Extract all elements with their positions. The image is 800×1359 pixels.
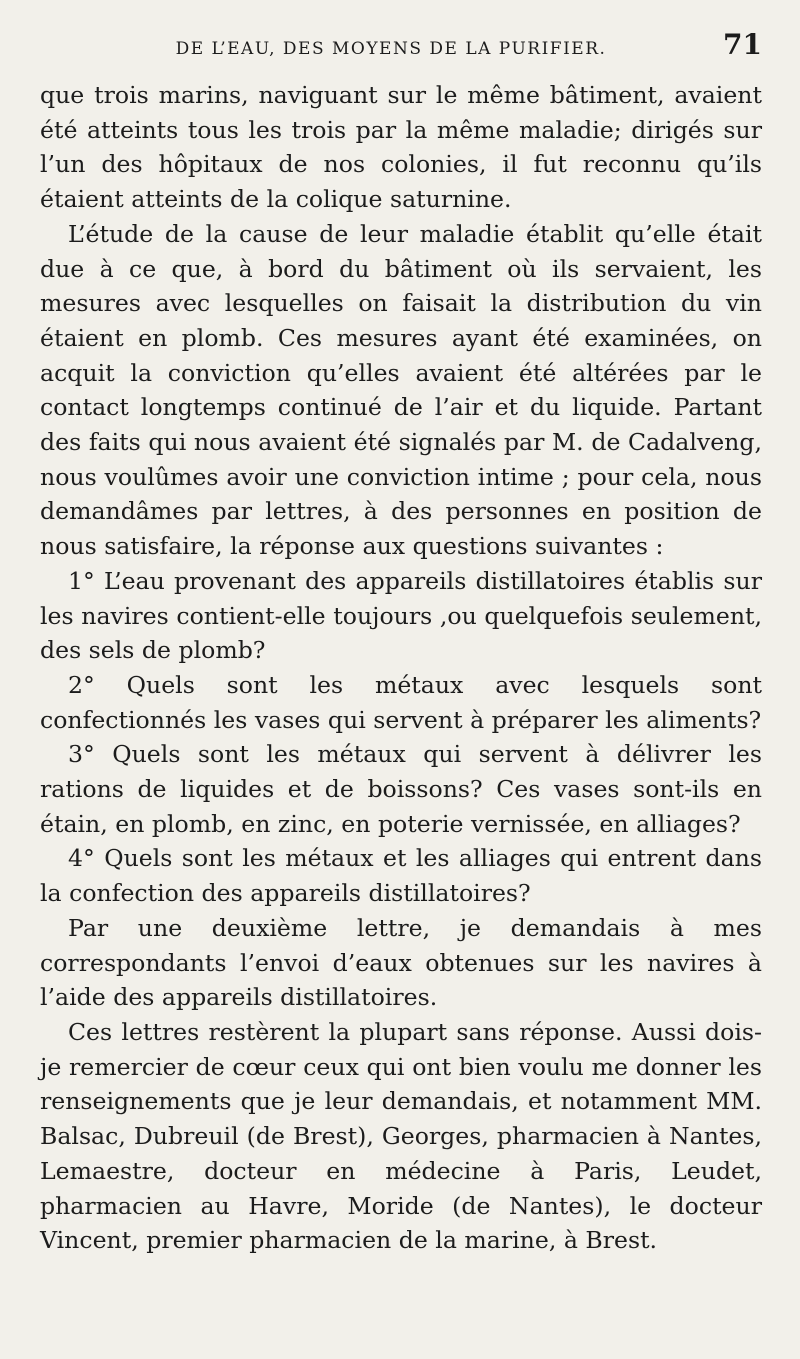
paragraph: 2° Quels sont les métaux avec lesquels sont confectionnés les vases qui servent à préparer les aliments?	[40, 670, 762, 734]
paragraph: 4° Quels sont les métaux et les alliages qui entrent dans la confection des appareils distillatoires?	[40, 844, 762, 908]
paragraph: 3° Quels sont les métaux qui servent à délivrer les rations de liquides et de boissons? Ces vases sont-ils en étain, en plomb, en zinc, en poterie vernissée, en alliages?	[40, 740, 762, 838]
paragraph: L’étude de la cause de leur maladie établit qu’elle était due à ce que, à bord du bâtiment où ils servaient, les mesures avec lesquelles on faisait la distribution du vin étaient en plomb. Ces mesures ayant été examinées, on acquit la conviction qu’elles avaient été altérées par le contact longtemps continué de l’air et du liquide. Partant des faits qui nous avaient été signalés par M. de Cadalveng, nous voulûmes avoir une conviction intime ; pour cela, nous demandâmes par lettres, à des personnes en position de nous satisfaire, la réponse aux questions suivantes :	[40, 219, 762, 561]
page-number: 71	[723, 28, 762, 61]
body-text	[40, 78, 762, 1258]
paragraph: 1° L’eau provenant des appareils distillatoires établis sur les navires contient-elle toujours ,ou quelquefois seulement, des sels de plomb?	[40, 566, 762, 665]
page-header	[40, 28, 762, 78]
running-title: DE L’EAU, DES MOYENS DE LA PURIFIER.	[175, 39, 607, 59]
paragraph: que trois marins, naviguant sur le même bâtiment, avaient été atteints tous les trois par la même maladie; dirigés sur l’un des hôpitaux de nos colonies, il fut reconnu qu’ils étaient atteints de la colique saturnine.	[40, 81, 762, 214]
paragraph: Ces lettres restèrent la plupart sans réponse. Aussi dois-je remercier de cœur ceux qui ont bien voulu me donner les renseignements que je leur demandais, et notamment MM. Balsac, Dubreuil (de Brest), Georges, pharmacien à Nantes, Lemaestre, docteur en médecine à Paris, Leudet, pharmacien au Havre, Moride (de Nantes), le docteur Vincent, premier pharmacien de la marine, à Brest.	[40, 1017, 762, 1255]
paragraph: Par une deuxième lettre, je demandais à mes correspondants l’envoi d’eaux obtenues sur les navires à l’aide des appareils distillatoires.	[40, 913, 762, 1012]
